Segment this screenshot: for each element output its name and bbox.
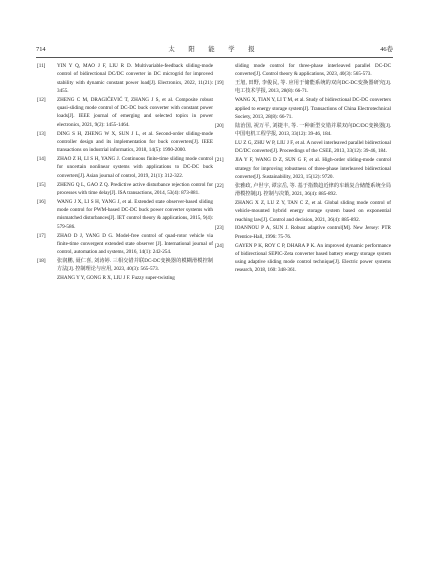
- reference-entry: [37, 257, 213, 274]
- reference-entry: [215, 62, 391, 79]
- reference-text: sliding mode control for three-phase interleaved parallel DC-DC converter[J]. Control theory & applications, 2023, 40(3): 565-573.: [235, 63, 391, 78]
- reference-entry: [37, 130, 213, 155]
- reference-entry: [215, 242, 391, 275]
- reference-text: 张雅政, 卢世宇, 谭宗岳, 等. 基于指数趋近律的车载复合储能系统全局滑模控制[J]. 控制与决策, 2021, 36(4): 885-892.: [235, 182, 391, 198]
- header-rule: [36, 57, 393, 58]
- reference-number: [23]: [215, 225, 224, 232]
- reference-entry: [215, 224, 391, 241]
- reference-number: [16]: [37, 198, 46, 205]
- reference-number: [19]: [215, 80, 224, 87]
- reference-text: ZHENG C M, DRAGIČEVIĆ T, ZHANG J S, et al. Composite robust quasi-sliding mode control of DC-DC buck converter with constant power loads[J]. IEEE journal of emerging and selected topics in power electronics, 2021, 9(2): 1455-1464.: [57, 96, 213, 128]
- reference-text: 王旭, 田野, 李俊民, 等. 应用于储能系统的双向DC-DC变换器研究[J]. 电工技术学报, 2013, 28(8): 66-71.: [235, 80, 391, 95]
- reference-number: [22]: [215, 182, 224, 189]
- reference-number: [24]: [215, 242, 224, 249]
- reference-entry: [215, 122, 391, 139]
- volume-label: 46卷: [380, 46, 393, 53]
- references-column-left: [37, 62, 213, 283]
- reference-entry: [215, 199, 391, 224]
- reference-number: [18]: [37, 257, 46, 264]
- reference-entry: [215, 79, 391, 96]
- reference-text: 陆治国, 祝万平, 刘捷丰, 等. 一种新型交错并联双向DC/DC变换器[J]. 中国电机工程学报, 2013, 33(12): 39-46, 184.: [235, 122, 391, 138]
- reference-number: [17]: [37, 232, 46, 239]
- reference-number: [15]: [37, 181, 46, 188]
- reference-number: [13]: [37, 130, 46, 137]
- reference-entry: [215, 96, 391, 121]
- reference-text: GAYEN P K, ROY C P, DHARA P K. An improved dynamic performance of bidirectional SEPIC-Zeta converter based battery energy storage system using adaptive sliding mode control technique[J]. Electric power systems research, 2018, 160: 348-361.: [235, 242, 391, 274]
- reference-text: ZHENG Q L, GAO Z Q. Predictive active disturbance rejection control for processes with time delay[J]. ISA transactions, 2014, 53(4): 873-881.: [57, 181, 213, 196]
- reference-text: 张润鹏, 聂仁喜, 刘涛婷. 三相交错并联DC-DC变换器的模糊滑模控制方法[J]. 控制理论与应用, 2023, 40(3): 565-573.: [57, 257, 213, 273]
- reference-entry: [37, 155, 213, 180]
- reference-number: [11]: [37, 63, 46, 69]
- reference-entry: [215, 182, 391, 199]
- reference-entry: [37, 198, 213, 231]
- reference-text: ZHANG X Z, LU Z Y, TAN C Z, et al. Global sliding mode control of vehicle-mounted hybrid energy storage system based on exponential reaching law[J]. Control and decision, 2021, 36(4): 885-892.: [235, 199, 391, 223]
- reference-number: [21]: [215, 157, 224, 164]
- journal-title: 太 阳 能 学 报: [168, 46, 261, 53]
- page-header: [36, 44, 393, 56]
- reference-entry: [37, 232, 213, 257]
- reference-text: IOANNOU P A, SUN J. Robust adaptive control[M]. New Jersey: PTR Prentice-Hall, 1996: 75-76.: [235, 225, 391, 240]
- reference-entry: [215, 156, 391, 181]
- reference-text: LU Z G, ZHU W P, LIU J F, et al. A novel interleaved parallel bidirectional DC/DC converter[J]. Proceedings of the CSEE, 2013, 33(12): 39-46, 184.: [235, 140, 391, 155]
- reference-text: ZHANG Y Y, GONG R X, LIU J F. Fuzzy super-twisting: [57, 275, 175, 282]
- reference-number: [14]: [37, 156, 46, 163]
- reference-entry: [37, 274, 213, 282]
- reference-text: YIN Y Q, MAO J F, LIU R D. Multivariable-feedback sliding-mode control of bidirectional DC/DC converter in DC microgrid for improved stability with dynamic constant power load[J]. Electronics, 2022, 11(21): 3455.: [57, 63, 213, 94]
- page-number: 714: [36, 46, 46, 53]
- reference-entry: [37, 62, 213, 95]
- reference-entry: [215, 139, 391, 156]
- reference-entry: [37, 96, 213, 129]
- reference-text: DING S H, ZHENG W X, SUN J L, et al. Second-order sliding-mode controller design and its implementation for buck converters[J]. IEEE transactions on industrial informatics, 2018, 14(5): 1990-2000.: [57, 130, 213, 154]
- reference-number: [12]: [37, 96, 46, 103]
- reference-text: ZHAO Z H, LI S H, YANG J. Continuous finite-time sliding mode control for uncertain nonlinear systems with applications to DC-DC buck converters[J]. Asian journal of control, 2019, 21(1): 312-322.: [57, 156, 213, 179]
- references-column-right: [215, 62, 391, 275]
- reference-text: ZHAO D J, YANG D G. Model-free control of quad-rotor vehicle via finite-time convergent extended state observer [J]. International journal of control, automation and systems, 2016, 14(1): 242-254.: [57, 232, 213, 256]
- reference-text: WANG X, TIAN Y, LI T M, et al. Study of bidirectional DC-DC converters applied to energy storage system[J]. Transactions of China Electrotechnical Society, 2013, 28(8): 66-71.: [235, 97, 391, 120]
- reference-entry: [37, 181, 213, 198]
- reference-text: WANG J X, LI S H, YANG J, et al. Extended state observer-based sliding mode control for PWM-based DC-DC buck power converter systems with mismatched disturbances[J]. IET control theory & applications, 2015, 9(4): 579-586.: [57, 198, 213, 230]
- reference-number: [20]: [215, 122, 224, 129]
- reference-text: JIA Y F, WANG D Z, SUN G F, et al. High-order sliding-mode control strategy for improving robustness of three-phase interleaved bidirectional converter[J]. Sustainability, 2023, 15(12): 9720.: [235, 157, 391, 180]
